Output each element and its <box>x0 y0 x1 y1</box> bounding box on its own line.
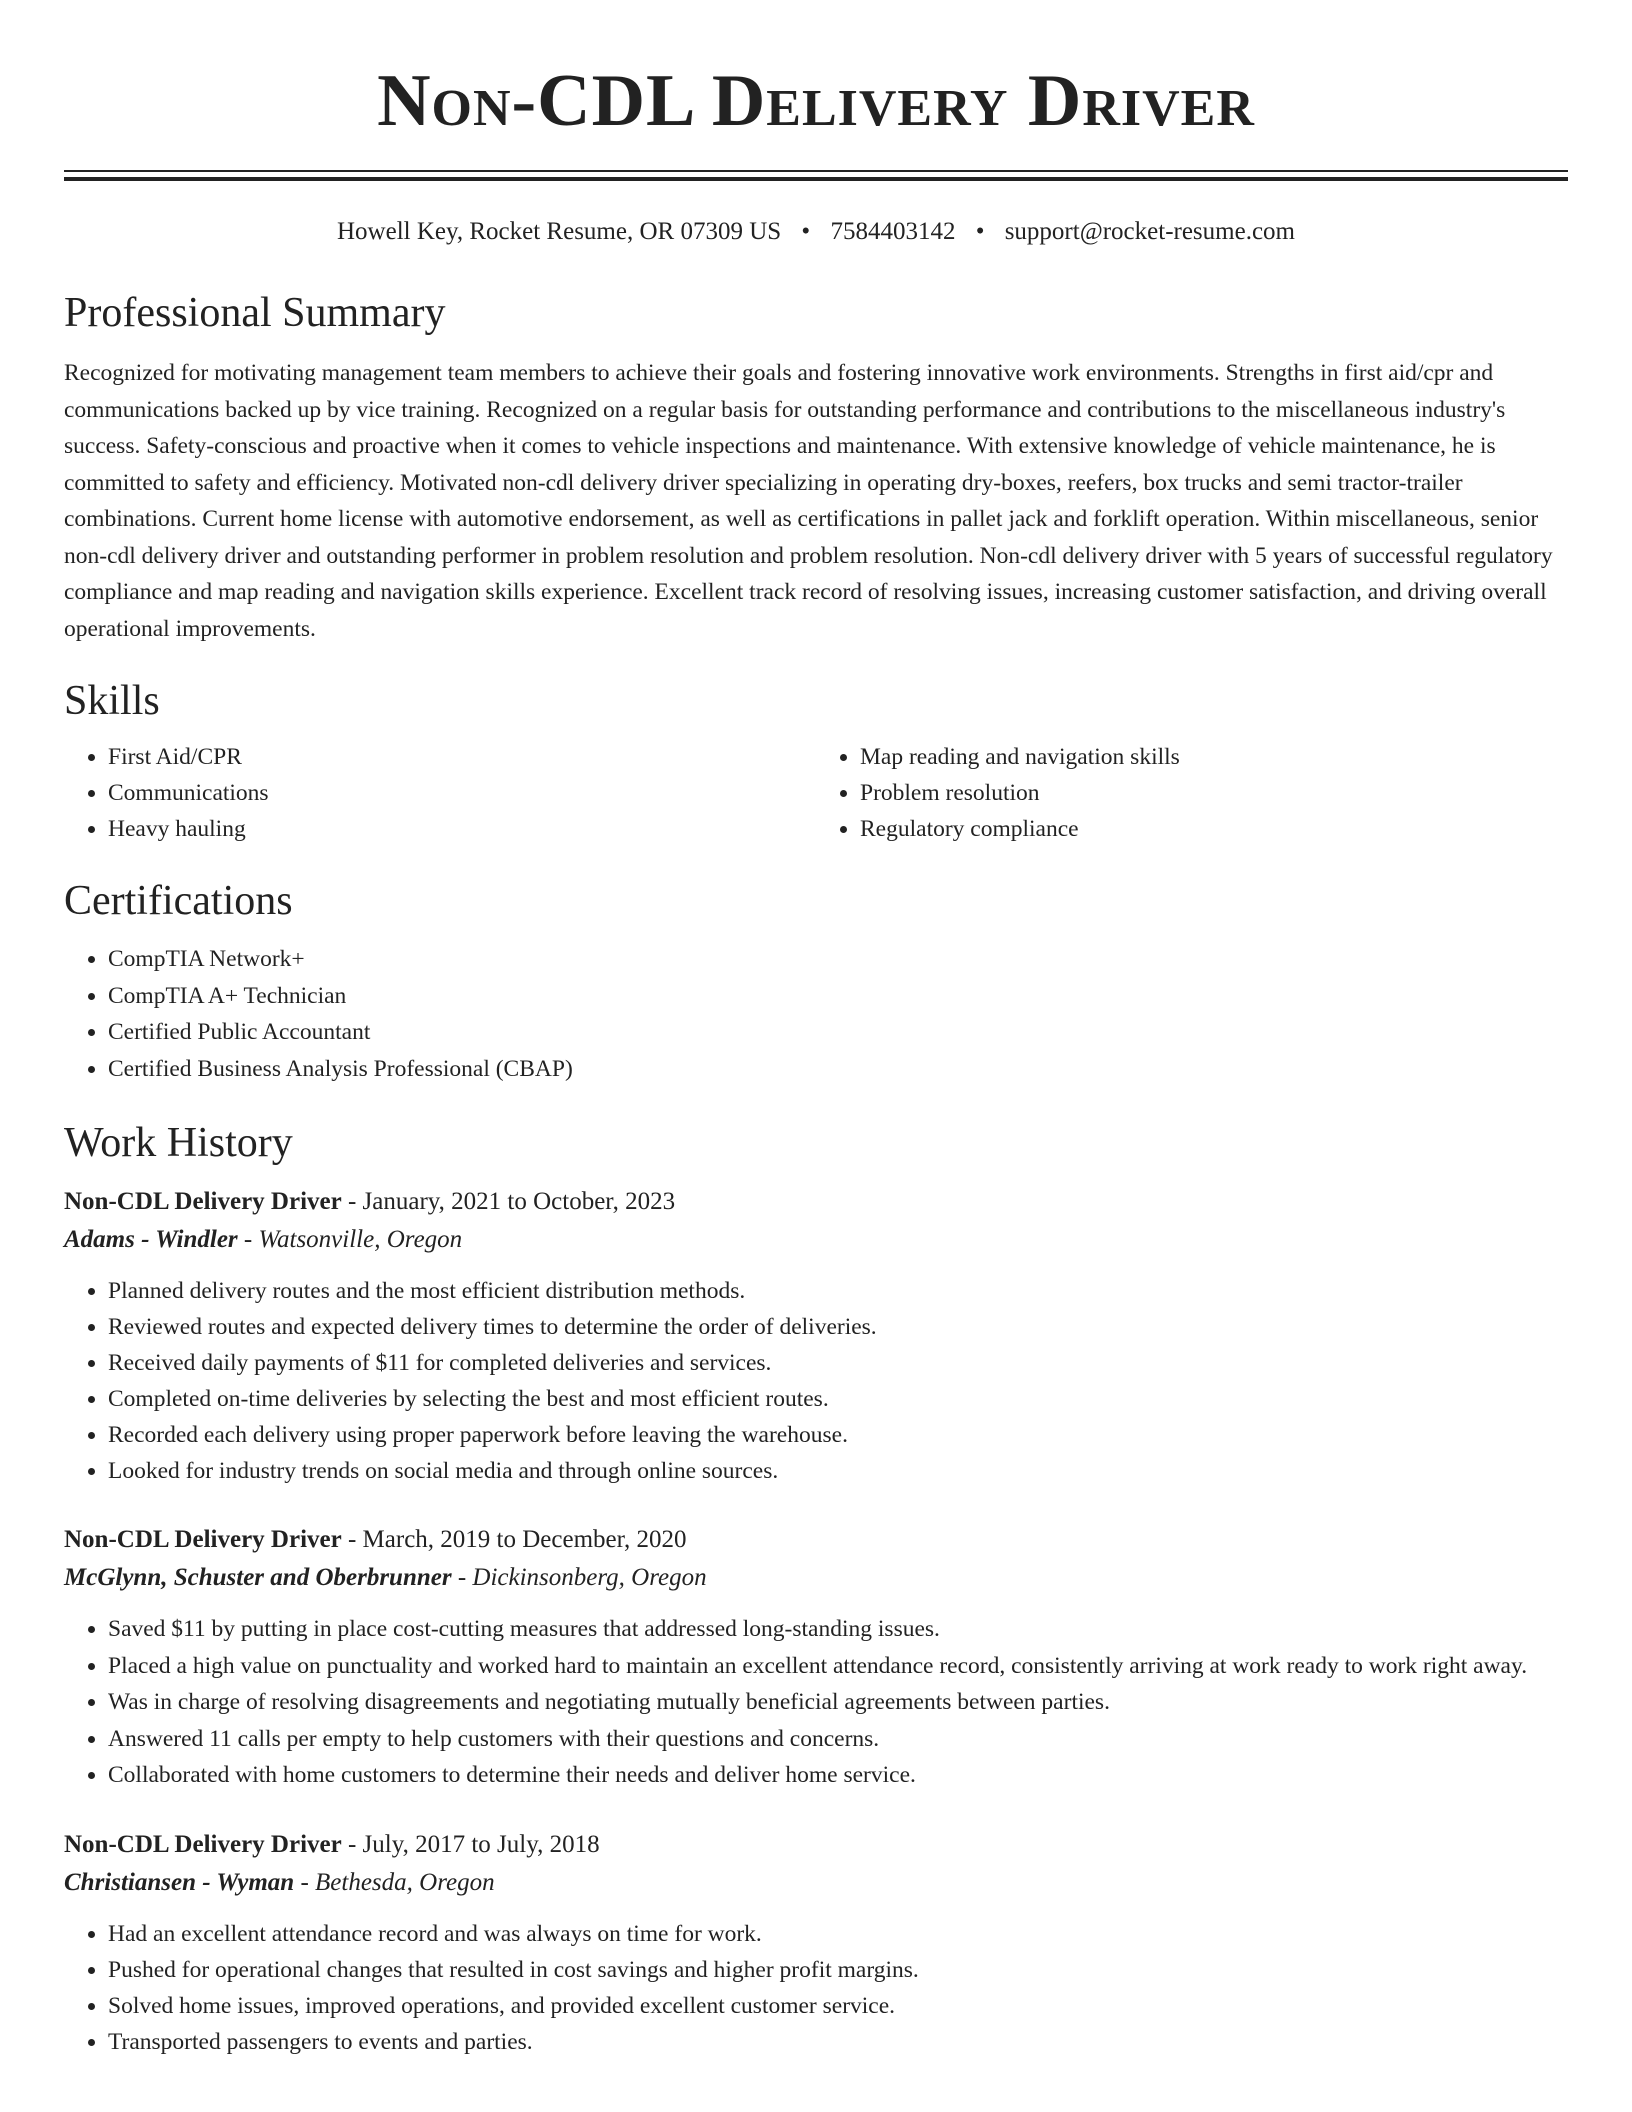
contact-separator: • <box>801 218 811 245</box>
job-title: Non-CDL Delivery Driver <box>64 1526 342 1553</box>
job-title-line <box>64 1826 1568 1864</box>
job-title-line <box>64 1183 1568 1221</box>
job-dates: - January, 2021 to October, 2023 <box>341 1188 676 1215</box>
certification-item: • Certified Public Accountant <box>108 1014 1568 1051</box>
skill-item: • Communications <box>108 775 816 811</box>
job-bullet: • Saved $11 by putting in place cost-cutting measures that addressed long-standing issues. <box>108 1611 1568 1648</box>
job-bullet: • Was in charge of resolving disagreements and negotiating mutually beneficial agreements between parties. <box>108 1684 1568 1721</box>
skill-item: • Regulatory compliance <box>860 811 1568 847</box>
job-entry <box>64 1183 1568 1489</box>
job-bullet: • Completed on-time deliveries by selecting the best and most efficient routes. <box>108 1381 1568 1417</box>
job-bullets <box>64 1611 1568 1794</box>
job-entry <box>64 1826 1568 2060</box>
job-title-line <box>64 1521 1568 1559</box>
skill-item: • Map reading and navigation skills <box>860 739 1568 775</box>
job-company-line <box>64 1864 1568 1902</box>
skills-column-right <box>816 739 1568 847</box>
contact-email: support@rocket-resume.com <box>1004 218 1295 245</box>
skill-item: • Problem resolution <box>860 775 1568 811</box>
skills-heading: Skills <box>64 678 160 724</box>
certification-item: • Certified Business Analysis Professional (CBAP) <box>108 1051 1568 1088</box>
certification-item: • CompTIA Network+ <box>108 941 1568 978</box>
contact-address: Howell Key, Rocket Resume, OR 07309 US <box>337 218 782 245</box>
job-bullet: • Looked for industry trends on social media and through online sources. <box>108 1453 1568 1489</box>
certifications-list <box>64 941 1568 1087</box>
resume-page <box>64 0 1568 2060</box>
job-bullets <box>64 1273 1568 1489</box>
contact-line <box>64 215 1568 249</box>
job-bullet: • Collaborated with home customers to determine their needs and deliver home service. <box>108 1757 1568 1794</box>
job-bullet: • Reviewed routes and expected delivery times to determine the order of deliveries. <box>108 1309 1568 1345</box>
skill-item: • Heavy hauling <box>108 811 816 847</box>
job-title: Non-CDL Delivery Driver <box>64 1188 342 1215</box>
job-dates: - July, 2017 to July, 2018 <box>341 1830 600 1858</box>
resume-title: Non-CDL Delivery Driver <box>377 60 1255 142</box>
summary-heading: Professional Summary <box>64 290 446 336</box>
job-bullets <box>64 1916 1568 2060</box>
job-location: - Bethesda, Oregon <box>294 1868 495 1896</box>
job-company: Adams - Windler <box>64 1226 238 1253</box>
job-bullet: • Placed a high value on punctuality and worked hard to maintain an excellent attendance record, consistently arriving at work ready to work right away. <box>108 1648 1568 1685</box>
job-title: Non-CDL Delivery Driver <box>64 1830 342 1858</box>
job-dates: - March, 2019 to December, 2020 <box>341 1526 687 1553</box>
job-bullet: • Had an excellent attendance record and was always on time for work. <box>108 1916 1568 1952</box>
job-location: - Watsonville, Oregon <box>237 1226 463 1253</box>
job-company: McGlynn, Schuster and Oberbrunner <box>64 1564 452 1591</box>
title-divider <box>64 170 1568 181</box>
skills-grid <box>64 739 1568 847</box>
job-bullet: • Solved home issues, improved operations, and provided excellent customer service. <box>108 1988 1568 2024</box>
job-company: Christiansen - Wyman <box>64 1868 295 1896</box>
job-location: - Dickinsonberg, Oregon <box>451 1564 707 1591</box>
job-bullet: • Recorded each delivery using proper paperwork before leaving the warehouse. <box>108 1417 1568 1453</box>
job-company-line <box>64 1221 1568 1259</box>
work-history-heading: Work History <box>64 1120 293 1166</box>
certification-item: • CompTIA A+ Technician <box>108 978 1568 1015</box>
contact-phone: 7584403142 <box>830 218 956 245</box>
skills-column-left <box>64 739 816 847</box>
job-company-line <box>64 1559 1568 1597</box>
job-entry <box>64 1521 1568 1794</box>
job-bullet: • Planned delivery routes and the most efficient distribution methods. <box>108 1273 1568 1309</box>
job-bullet: • Received daily payments of $11 for completed deliveries and services. <box>108 1345 1568 1381</box>
skill-item: • First Aid/CPR <box>108 739 816 775</box>
job-bullet: • Answered 11 calls per empty to help customers with their questions and concerns. <box>108 1721 1568 1758</box>
contact-separator: • <box>975 218 985 245</box>
summary-text: Recognized for motivating management team members to achieve their goals and fostering innovative work environments. Strengths in first aid/cpr and communications backed up by vice training. Recognized on a regular basis for outstanding performance and contributions to the miscellaneous industry's success. Safety-conscious and proactive when it comes to vehicle inspections and maintenance. With extensive knowledge of vehicle maintenance, he is committed to safety and efficiency. Motivated non-cdl delivery driver specializing in operating dry-boxes, reefers, box trucks and semi tractor-trailer combinations. Current home license with automotive endorsement, as well as certifications in pallet jack and forklift operation. Within miscellaneous, senior non-cdl delivery driver and outstanding performer in problem resolution and problem resolution. Non-cdl delivery driver with 5 years of successful regulatory compliance and map reading and navigation skills experience. Excellent track record of resolving issues, increasing customer satisfaction, and driving overall operational improvements. <box>64 360 1553 642</box>
job-bullet: • Transported passengers to events and parties. <box>108 2024 1568 2060</box>
certifications-heading: Certifications <box>64 878 293 924</box>
job-bullet: • Pushed for operational changes that resulted in cost savings and higher profit margins. <box>108 1952 1568 1988</box>
